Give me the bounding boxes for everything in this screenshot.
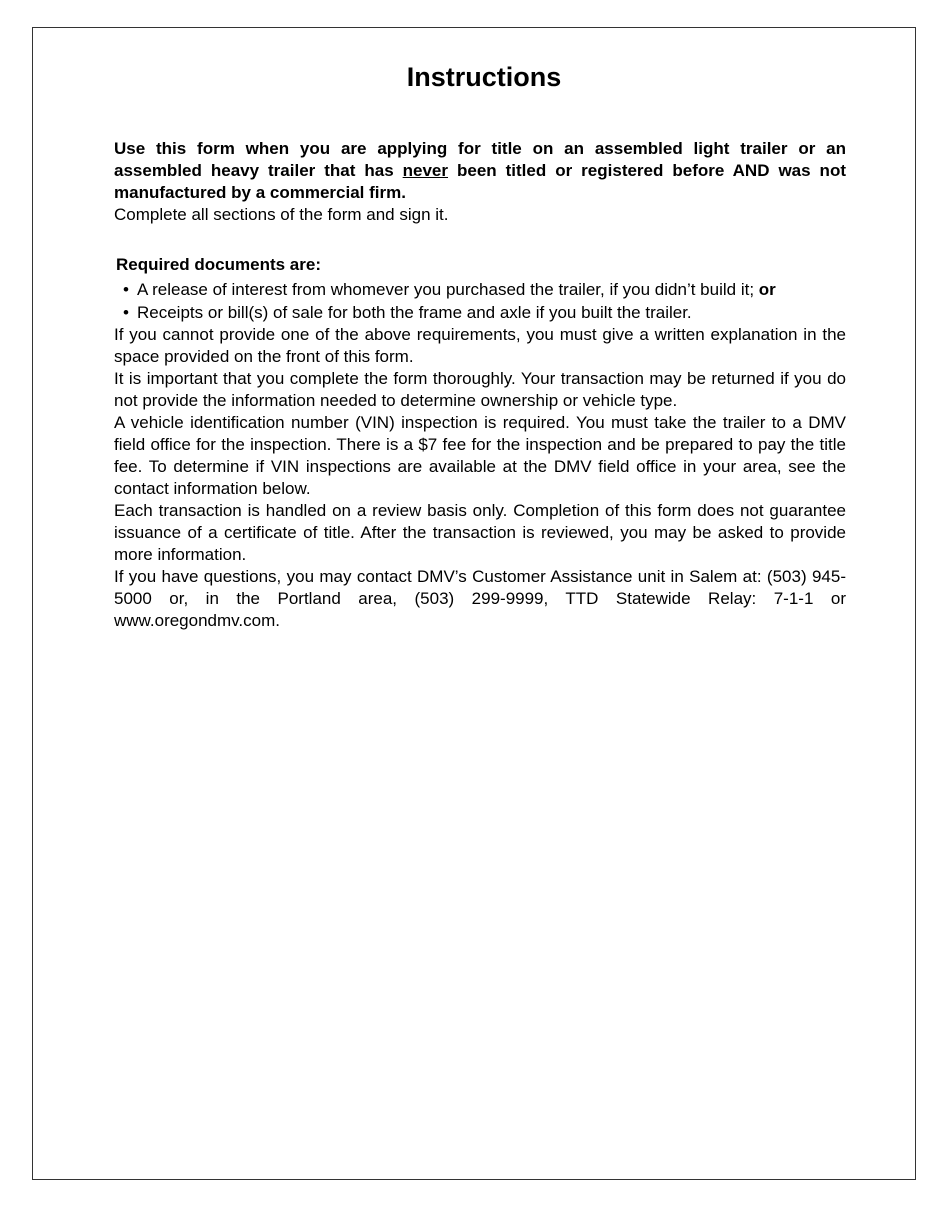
bullet-icon: • — [123, 303, 129, 322]
intro-paragraph — [114, 138, 846, 204]
list-item — [114, 301, 846, 324]
list-item-or: or — [758, 280, 776, 299]
list-item-text: Receipts or bill(s) of sale for both the frame and axle if you built the trailer. — [137, 303, 692, 322]
review-basis-paragraph: Each transaction is handled on a review basis only. Completion of this form does not guarantee issuance of a certificate of title. After the transaction is reviewed, you may be asked to provide more information. — [114, 501, 846, 564]
required-documents-heading: Required documents are: — [116, 255, 321, 274]
complete-all-paragraph: Complete all sections of the form and sign it. — [114, 205, 449, 224]
important-paragraph: It is important that you complete the form thoroughly. Your transaction may be returned if you do not provide the information needed to determine ownership or vehicle type. — [114, 369, 846, 410]
instructions-content — [114, 60, 846, 632]
questions-paragraph: If you have questions, you may contact DMV’s Customer Assistance unit in Salem at: (503) 945-5000 or, in the Portland area, (503) 299-9999, TTD Statewide Relay: 7-1-1 or www.oregondmv.com. — [114, 567, 846, 630]
list-item — [114, 278, 846, 301]
vin-inspection-paragraph: A vehicle identification number (VIN) inspection is required. You must take the trailer to a DMV field office for the inspection. There is a $7 fee for the inspection and be prepared to pay the title fee. To determine if VIN inspections are available at the DMV field office in your area, see the contact information below. — [114, 413, 846, 498]
intro-underlined-word: never — [402, 161, 449, 180]
bullet-icon: • — [123, 280, 129, 299]
intro-text-part1: Use this form when you are applying for title on an assembled light trailer or an assembled heavy trailer that has — [114, 139, 846, 180]
list-item-text: A release of interest from whomever you purchased the trailer, if you didn’t build it; — [137, 280, 759, 299]
required-documents-list — [114, 278, 846, 324]
page-title: Instructions — [406, 62, 562, 92]
intro-text-part2: been titled or registered before AND was not manufactured by a commercial firm. — [114, 161, 846, 202]
alternative-paragraph: If you cannot provide one of the above requirements, you must give a written explanation in the space provided on the front of this form. — [114, 325, 846, 366]
